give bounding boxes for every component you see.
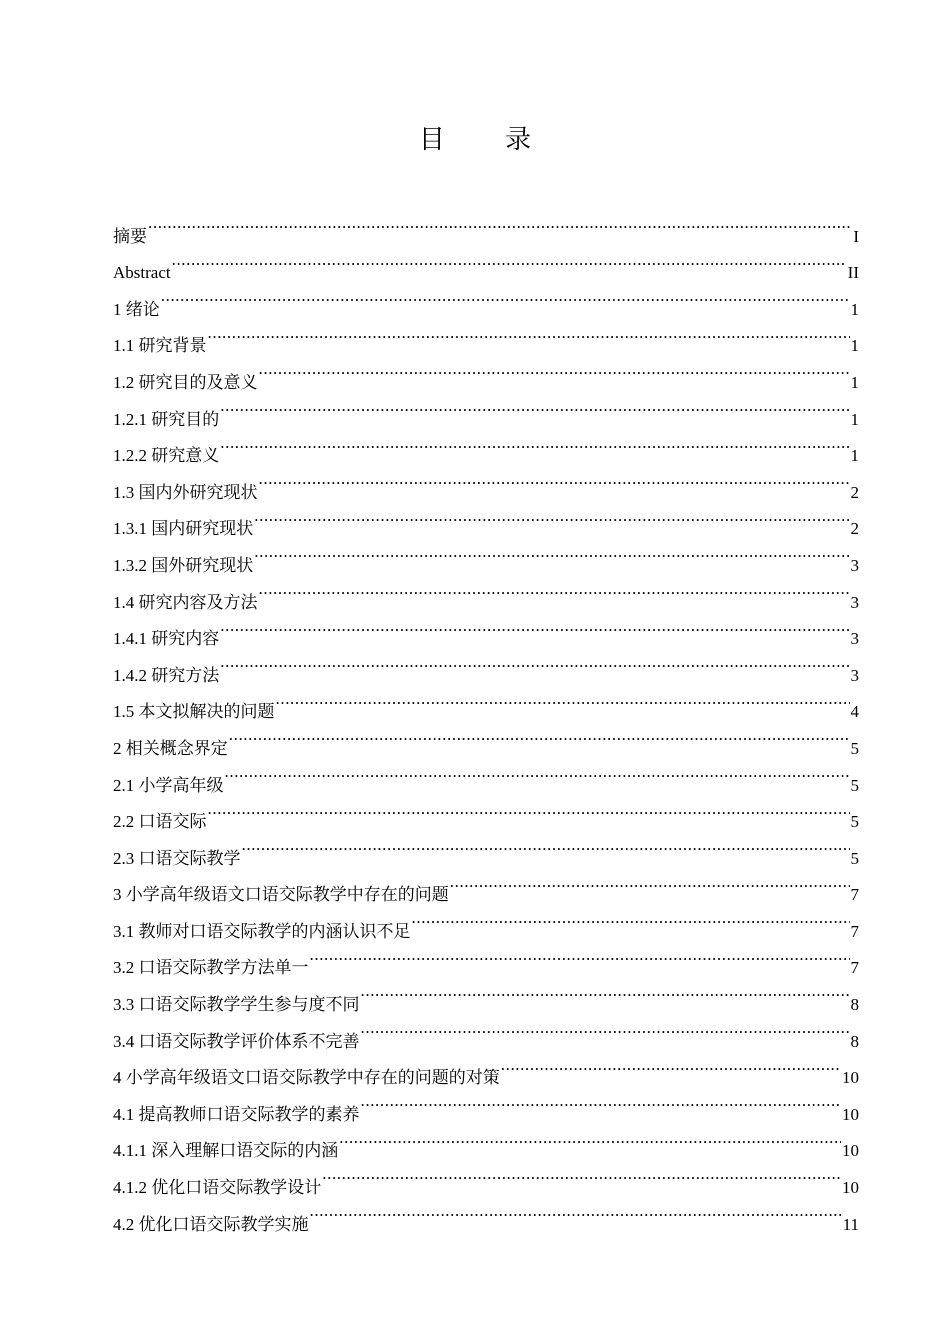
toc-dot-leader [310,937,850,974]
toc-entry-label: 3 小学高年级语文口语交际教学中存在的问题 [113,885,449,905]
toc-entry-page-number: 7 [850,958,859,978]
toc-entry-page-number: 7 [850,885,859,905]
toc-dot-leader [220,644,849,681]
toc-entry-page-number: II [847,263,859,283]
toc-entry-label: 摘要 [113,226,147,246]
toc-entry-page-number: 8 [850,995,859,1015]
toc-dot-leader [208,791,850,828]
toc-entry-page-number: 4 [850,702,859,722]
toc-dot-leader [322,1156,841,1193]
toc-entry-page-number: 10 [842,1068,859,1088]
toc-entry-label: 1 绪论 [113,299,160,319]
toc-entry-label: 1.5 本文拟解决的问题 [113,702,275,722]
toc-dot-leader [225,754,850,791]
toc-entry[interactable] [113,827,859,868]
toc-entry-page-number: 1 [850,446,859,466]
toc-dot-leader [172,242,847,279]
toc-entry[interactable] [113,644,859,685]
toc-dot-leader [259,351,850,388]
toc-entry-label: 1.2.2 研究意义 [113,446,220,466]
toc-entry-label: 3.4 口语交际教学评价体系不完善 [113,1031,360,1051]
toc-dot-leader [254,498,849,535]
toc-dot-leader [242,827,850,864]
toc-title: 目 录 [418,125,558,155]
toc-entry-page-number: 2 [850,482,859,502]
toc-entry[interactable] [113,791,859,832]
toc-entry[interactable] [113,754,859,795]
toc-entry-label: 3.2 口语交际教学方法单一 [113,958,309,978]
toc-entry-label: 1.3.1 国内研究现状 [113,519,254,539]
toc-entry-label: 3.1 教师对口语交际教学的内涵认识不足 [113,921,411,941]
toc-dot-leader [220,425,849,462]
toc-entry-page-number: 3 [850,592,859,612]
toc-dot-leader [361,1010,850,1047]
toc-entry[interactable] [113,315,859,356]
toc-dot-leader [220,388,849,425]
toc-entry-page-number: 5 [850,775,859,795]
toc-entry[interactable] [113,388,859,429]
toc-entry-page-number: 1 [850,372,859,392]
toc-entry[interactable] [113,205,859,246]
toc-entry-page-number: I [853,226,859,246]
toc-entry[interactable] [113,608,859,649]
toc-dot-leader [310,1193,842,1230]
toc-list [113,205,859,1234]
toc-entry-page-number: 3 [850,629,859,649]
toc-dot-leader [254,534,849,571]
toc-dot-leader [161,278,850,315]
toc-entry-page-number: 7 [850,921,859,941]
toc-entry-label: 1.2.1 研究目的 [113,409,220,429]
toc-entry-label: 3.3 口语交际教学学生参与度不同 [113,995,360,1015]
toc-entry-page-number: 1 [850,299,859,319]
toc-entry-page-number: 3 [850,555,859,575]
toc-entry[interactable] [113,681,859,722]
toc-entry-label: Abstract [113,263,171,283]
toc-entry-label: 4.1.2 优化口语交际教学设计 [113,1178,322,1198]
toc-entry-label: 2.3 口语交际教学 [113,848,241,868]
toc-entry-page-number: 10 [842,1178,859,1198]
toc-dot-leader [412,900,850,937]
toc-entry[interactable] [113,425,859,466]
toc-dot-leader [450,864,850,901]
toc-dot-leader [220,608,849,645]
toc-entry[interactable] [113,461,859,502]
toc-dot-leader [361,973,850,1010]
toc-entry[interactable] [113,242,859,283]
toc-dot-leader [208,315,850,352]
toc-entry-label: 4.2 优化口语交际教学实施 [113,1214,309,1234]
toc-entry-label: 2.2 口语交际 [113,812,207,832]
toc-entry-label: 1.4.2 研究方法 [113,665,220,685]
toc-entry-page-number: 1 [850,336,859,356]
toc-entry-label: 4 小学高年级语文口语交际教学中存在的问题的对策 [113,1068,500,1088]
toc-entry-label: 1.3.2 国外研究现状 [113,555,254,575]
toc-entry[interactable] [113,278,859,319]
toc-dot-leader [229,717,850,754]
toc-entry-page-number: 5 [850,738,859,758]
toc-entry-label: 4.1 提高教师口语交际教学的素养 [113,1104,360,1124]
toc-entry-page-number: 10 [842,1141,859,1161]
toc-entry-page-number: 11 [842,1214,859,1234]
toc-dot-leader [339,1120,841,1157]
toc-entry-page-number: 5 [850,812,859,832]
toc-entry-label: 1.4 研究内容及方法 [113,592,258,612]
toc-entry-page-number: 3 [850,665,859,685]
toc-entry-page-number: 1 [850,409,859,429]
toc-entry-label: 1.3 国内外研究现状 [113,482,258,502]
toc-entry-label: 1.1 研究背景 [113,336,207,356]
toc-dot-leader [259,461,850,498]
toc-entry-page-number: 2 [850,519,859,539]
toc-entry-page-number: 5 [850,848,859,868]
toc-dot-leader [361,1083,842,1120]
toc-entry[interactable] [113,351,859,392]
toc-entry-label: 4.1.1 深入理解口语交际的内涵 [113,1141,339,1161]
toc-entry-page-number: 8 [850,1031,859,1051]
toc-entry-label: 1.2 研究目的及意义 [113,372,258,392]
toc-entry-label: 2 相关概念界定 [113,738,228,758]
toc-entry-label: 1.4.1 研究内容 [113,629,220,649]
toc-entry-label: 2.1 小学高年级 [113,775,224,795]
toc-dot-leader [501,1047,841,1084]
toc-dot-leader [276,681,850,718]
toc-entry-page-number: 10 [842,1104,859,1124]
toc-dot-leader [259,571,850,608]
toc-dot-leader [148,205,852,242]
